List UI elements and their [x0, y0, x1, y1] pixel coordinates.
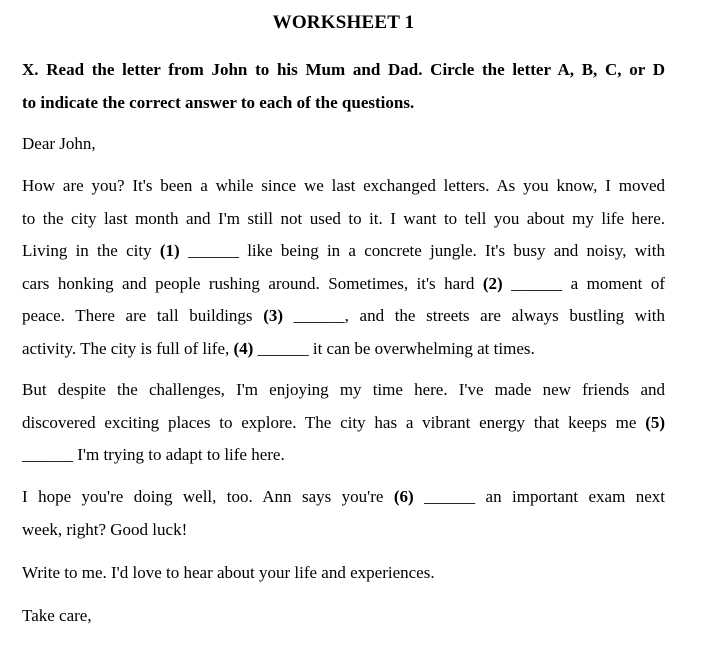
paragraph-line: week, right? Good luck! [22, 519, 188, 539]
letter-paragraph-4 [22, 557, 665, 590]
paragraph-line [22, 481, 665, 514]
line-text: ______ like being in a concrete jungle. It's busy and noisy, with [187, 241, 665, 261]
blank-number-4: (4) [233, 338, 254, 358]
instruction-line: X. Read the letter from John to his Mum and Dad. Circle the letter A, B, C, or D [22, 60, 665, 79]
letter-closing [22, 600, 665, 633]
blank-number-2: (2) [482, 273, 503, 293]
paragraph-line: How are you? It's been a while since we last exchanged letters. As you know, I moved [22, 176, 665, 195]
line-text: Living in the city [22, 241, 152, 261]
letter-greeting [22, 128, 665, 161]
letter-paragraph-2 [22, 374, 665, 472]
paragraph-line [22, 333, 665, 366]
instruction-line: to indicate the correct answer to each of the questions. [22, 92, 415, 112]
line-text: discovered exciting places to explore. The city has a vibrant energy that keeps me [22, 412, 637, 432]
paragraph-line: But despite the challenges, I'm enjoying my time here. I've made new friends and [22, 380, 665, 399]
line-text: activity. The city is full of life, [22, 338, 230, 358]
line-text: ______ an important exam next [424, 487, 666, 506]
paragraph-line [22, 407, 665, 440]
blank-number-6: (6) [393, 487, 414, 506]
letter-paragraph-3 [22, 481, 665, 546]
paragraph-line: ______ I'm trying to adapt to life here. [22, 445, 285, 465]
blank-number-3: (3) [263, 306, 284, 326]
letter-paragraph-1 [22, 170, 665, 366]
instruction [22, 54, 665, 119]
paragraph-line [22, 235, 665, 268]
line-text: I hope you're doing well, too. Ann says you're [22, 487, 384, 506]
paragraph-line [22, 268, 665, 301]
paragraph-line: to the city last month and I'm still not used to it. I want to tell you about my life here. [22, 208, 665, 228]
blank-number-1: (1) [159, 241, 180, 261]
line-text: cars honking and people rushing around. Sometimes, it's hard [22, 273, 475, 293]
paragraph-line [22, 300, 665, 333]
paragraph-line: Write to me. I'd love to hear about your life and experiences. [22, 563, 435, 582]
line-text: peace. There are tall buildings [22, 306, 253, 326]
line-text: ______ it can be overwhelming at times. [257, 338, 535, 358]
worksheet-title: WORKSHEET 1 [272, 12, 415, 33]
line-text: ______, and the streets are always bustling with [293, 306, 666, 326]
greeting-text: Dear John, [22, 134, 96, 153]
closing-text: Take care, [22, 606, 92, 625]
line-text: ______ a moment of [511, 273, 666, 293]
blank-number-5: (5) [645, 412, 666, 432]
